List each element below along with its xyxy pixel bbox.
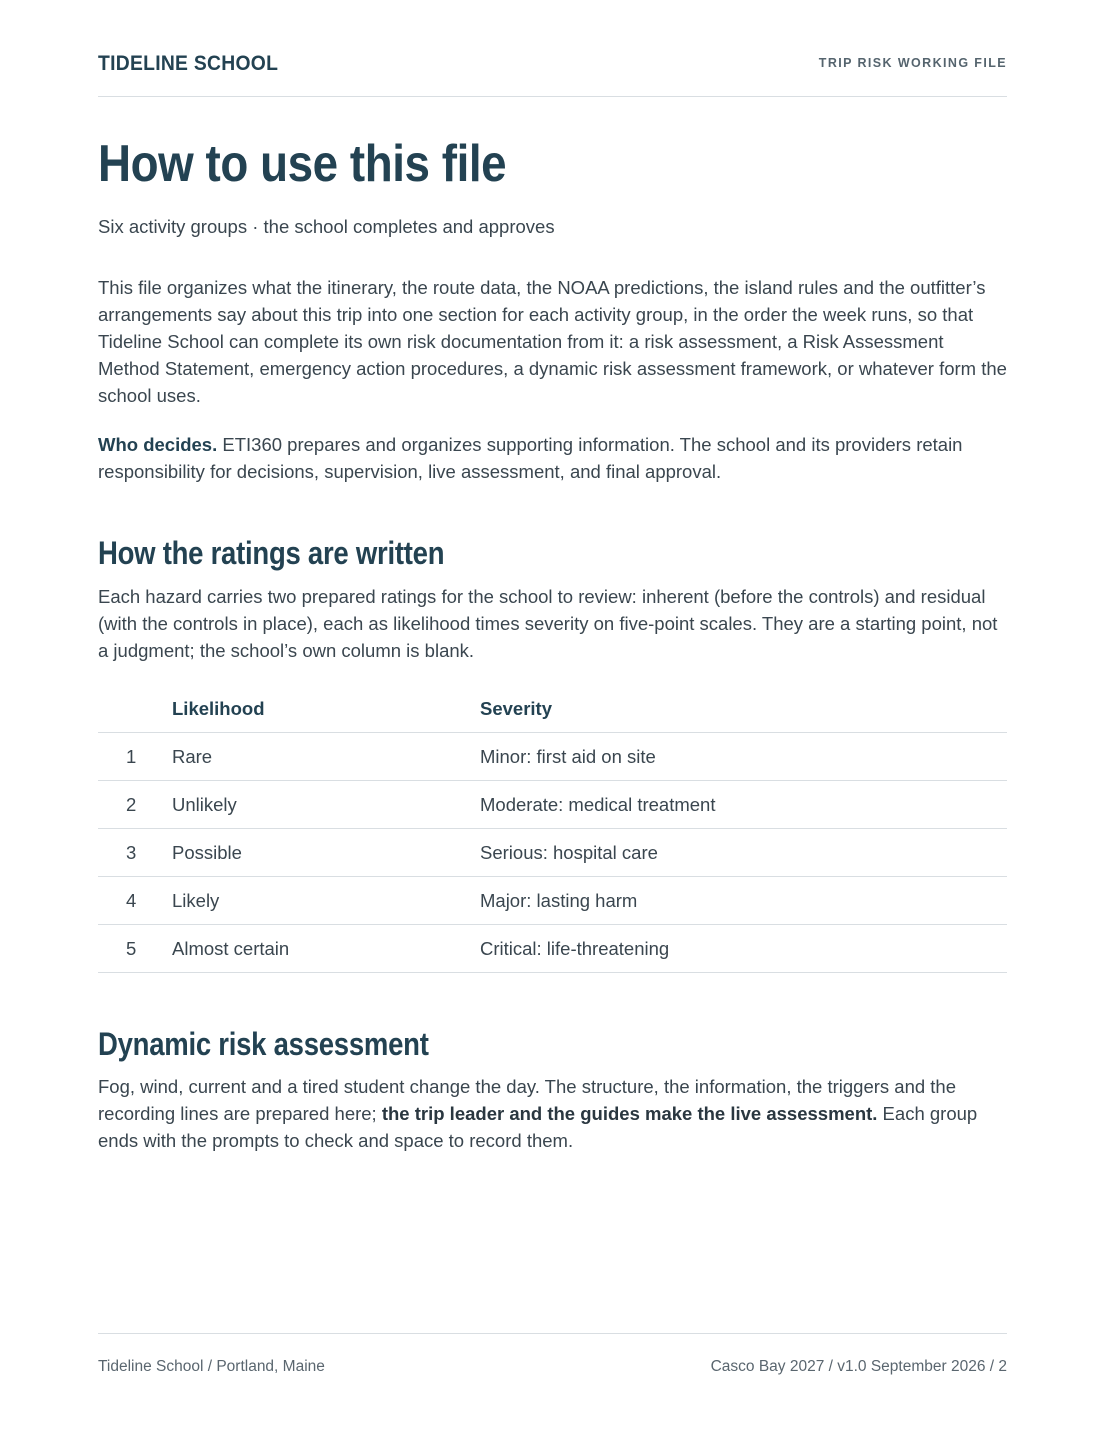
dynamic-paragraph [98,1073,1007,1154]
column-header-severity: Severity [480,685,1007,733]
likelihood-cell: Almost certain [172,925,480,973]
page-footer [98,1333,1007,1375]
column-header-number [98,685,172,733]
intro-paragraph: This file organizes what the itinerary, the route data, the NOAA predictions, the island rules and the outfitter’s arrangements say about this trip into one section for each activity group, in the order the week runs, so that Tideline School can complete its own risk documentation from it: a risk assessment, a Risk Assessment Method Statement, emergency action procedures, a dynamic risk assessment framework, or whatever form the school uses. [98,277,1007,406]
likelihood-cell: Rare [172,733,480,781]
brand-name: TIDELINE SCHOOL [98,52,279,75]
who-decides-paragraph [98,431,1007,485]
page-header [98,50,1007,97]
dynamic-text-emphasis: the trip leader and the guides make the live assessment. [381,1103,878,1124]
rating-scale-table [98,685,1007,973]
likelihood-cell: Unlikely [172,781,480,829]
footer-location: Tideline School / Portland, Maine [98,1358,325,1375]
severity-cell: Moderate: medical treatment [480,781,1007,829]
document-label: TRIP RISK WORKING FILE [818,56,1007,70]
row-number: 3 [98,829,172,877]
table-row [98,733,1007,781]
dynamic-text-before: Fog, wind, current and a tired student change the day. The structure, the information, the triggers and the recording lines are prepared here; [98,1076,957,1124]
likelihood-cell: Likely [172,877,480,925]
table-row [98,925,1007,973]
footer-version: Casco Bay 2027 / v1.0 September 2026 / 2 [710,1358,1007,1375]
ratings-paragraph: Each hazard carries two prepared ratings for the school to review: inherent (before the controls) and residual (with the controls in place), each as likelihood times severity on five-point scales. They are a starting point, not a judgment; the school’s own column is blank. [98,586,998,661]
row-number: 4 [98,877,172,925]
severity-cell: Critical: life-threatening [480,925,1007,973]
row-number: 1 [98,733,172,781]
severity-cell: Serious: hospital care [480,829,1007,877]
who-decides-text: ETI360 prepares and organizes supporting information. The school and its providers retain responsibility for decisions, supervision, live assessment, and final approval. [98,434,963,482]
table-row [98,781,1007,829]
page-subtitle: Six activity groups · the school completes and approves [98,216,555,237]
table-row [98,829,1007,877]
who-decides-lead: Who decides. [98,434,218,455]
row-number: 5 [98,925,172,973]
severity-cell: Major: lasting harm [480,877,1007,925]
ratings-heading: How the ratings are written [98,535,445,571]
table-row [98,877,1007,925]
dynamic-text-after: Each group ends with the prompts to check and space to record them. [98,1103,978,1151]
severity-cell: Minor: first aid on site [480,733,1007,781]
likelihood-cell: Possible [172,829,480,877]
page-title: How to use this file [98,135,507,193]
document-page [98,0,1007,1430]
column-header-likelihood: Likelihood [172,685,480,733]
dynamic-heading: Dynamic risk assessment [98,1026,429,1062]
table-header-row [98,685,1007,733]
row-number: 2 [98,781,172,829]
